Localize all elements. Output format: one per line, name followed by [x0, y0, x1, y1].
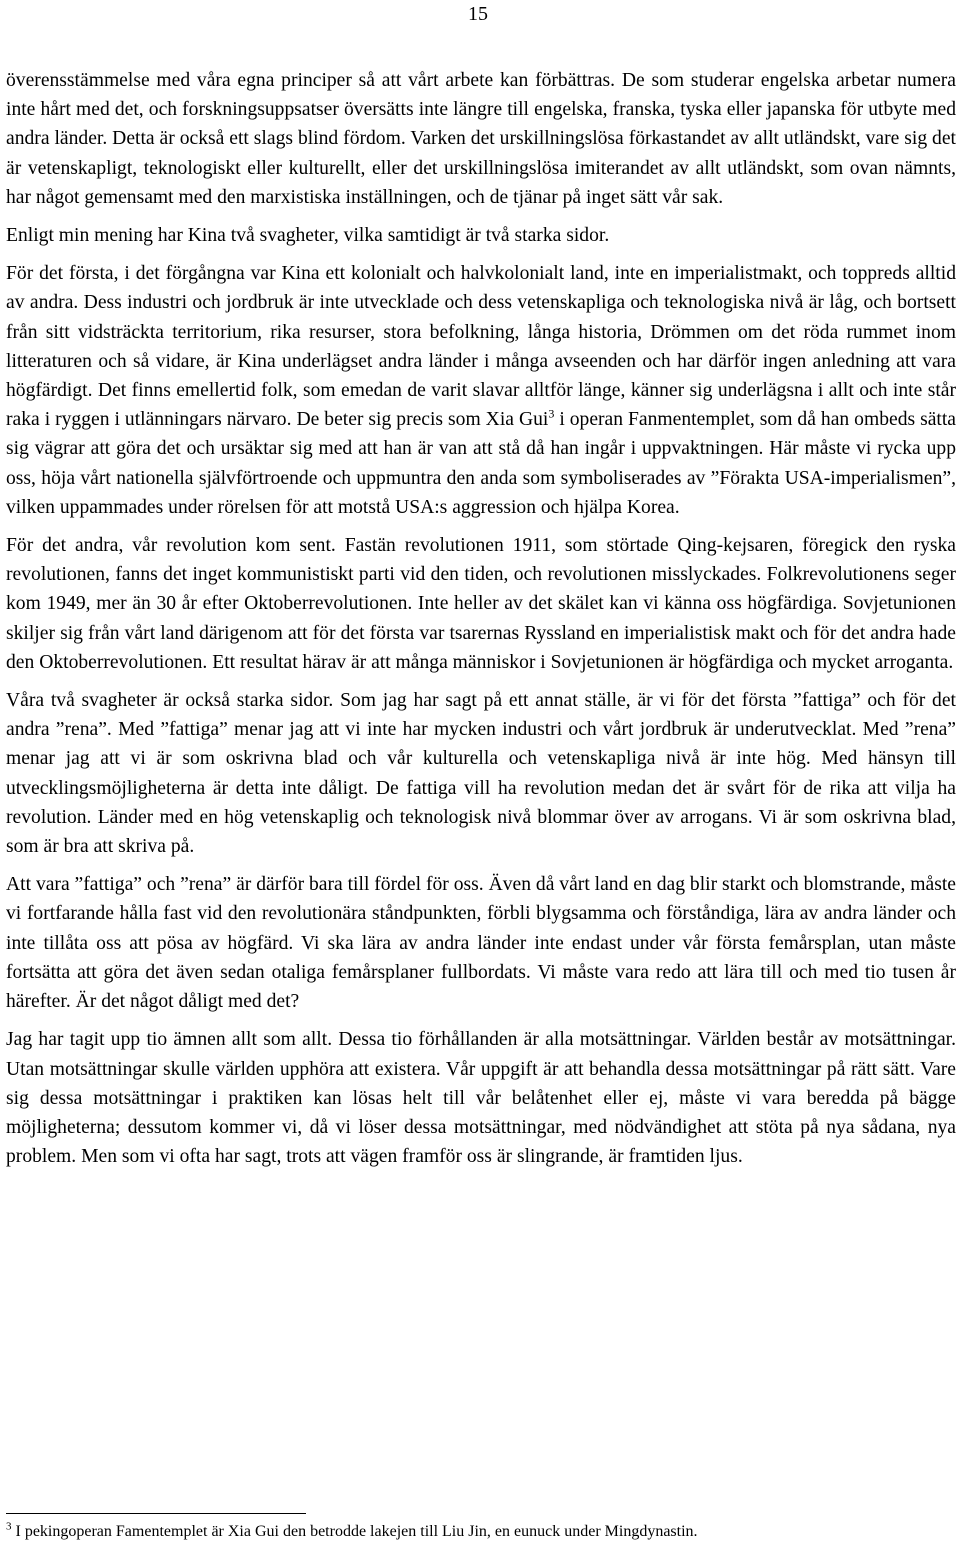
- paragraph-5: Våra två svagheter är också starka sidor. Som jag har sagt på ett annat ställe, är vi för det första ”fattiga” och för det andra ”rena”. Med ”fattiga” menar jag att vi inte har mycken industri och vårt jordbruk är underutvecklat. Med ”rena” menar jag att vi är som oskrivna blad och vår kulturella och vetenskapliga nivå är inte hög. Med hänsyn till utvecklingsmöjligheterna är detta inte dåligt. De fattiga vill ha revolution medan det är svårt för de rika att vilja ha revolution. Länder med en hög vetenskaplig och teknologisk nivå blommar över av arrogans. Vi är som oskrivna blad, som är bra att skriva på.: [6, 690, 956, 858]
- page-number: 15: [468, 3, 488, 25]
- footnote-text: I pekingoperan Famentemplet är Xia Gui den betrodde lakejen till Liu Jin, en eunuck under Mingdynastin.: [11, 1523, 698, 1540]
- paragraph-7: Jag har tagit upp tio ämnen allt som allt. Dessa tio förhållanden är alla motsättningar. Världen består av motsättningar. Utan motsättningar skulle världen upphöra att existera. Vår uppgift är att behandla dessa motsättningar på rätt sätt. Vare sig dessa motsättningar i praktiken kan lösas helt till vår belåtenhet eller ej, måste vi vara beredda på bägge möjligheterna; dessutom kommer vi, då vi löser dessa motsättningar, med nödvändighet att stöta på nya sådana, nya problem. Men som vi ofta har sagt, trots att vägen framför oss är slingrande, är framtiden ljus.: [6, 1029, 956, 1168]
- paragraph-1: överensstämmelse med våra egna principer så att vårt arbete kan förbättras. De som studerar engelska arbetar numera inte hårt med det, och forskningsuppsatser översätts inte längre till engelska, franska, tyska eller japanska för utbyte med andra länder. Detta är också ett slags blind fördom. Varken det urskillningslösa förkastandet av allt utländskt, vare sig det är vetenskapligt, teknologiskt eller kulturellt, eller det urskillningslösa imiterandet av allt utländskt, som ovan nämnts, har något gemensamt med den marxistiska inställningen, och de tjänar på inget sätt vår sak.: [6, 70, 956, 208]
- paragraph-6: Att vara ”fattiga” och ”rena” är därför bara till fördel för oss. Även då vårt land en dag blir starkt och blomstrande, måste vi fortfarande hålla fast vid den revolutionära ståndpunkten, förbli blygsamma och förståndiga, lära av andra länder och inte tillåta oss att pösa av högfärd. Vi ska lära av andra länder inte endast under vår första femårsplan, utan måste fortsätta att göra det även sedan otaliga femårsplaner fullbordats. Vi måste vara redo att lära till och med tio tusen år härefter. Är det något dåligt med det?: [6, 874, 956, 1013]
- paragraph-4: För det andra, vår revolution kom sent. Fastän revolutionen 1911, som störtade Qing-kejsaren, föregick den ryska revolutionen, fanns det inget kommunistiskt parti vid den tiden, och revolutionen misslyckades. Folkrevolutionens seger kom 1949, mer än 30 år efter Oktoberrevolutionen. Inte heller av det skälet kan vi känna oss högfärdiga. Sovjetunionen skiljer sig från vårt land därigenom att för det första var tsarernas Ryssland en imperialistisk makt och för det andra hade den Oktoberrevolutionen. Ett resultat härav är att många människor i Sovjetunionen är högfärdiga och mycket arroganta.: [6, 535, 956, 673]
- footnote-divider: [6, 1513, 306, 1514]
- paragraph-2: Enligt min mening har Kina två svagheter, vilka samtidigt är två starka sidor.: [6, 225, 610, 247]
- paragraph-3: [6, 259, 956, 522]
- paragraph-3-text-before-note: För det första, i det förgångna var Kina ett kolonialt och halvkolonialt land, inte en imperialistmakt, och toppreds alltid av andra. Dess industri och jordbruk är inte utvecklade och dess vetenskapliga och teknologiska nivå är låg, och bortsett från sitt vidsträckta territorium, rika resurser, stora befolkning, långa historia, Drömmen om det röda rummet inom litteraturen och så vidare, är Kina underlägset andra länder i många avseenden och har därför ingen anledning att vara högfärdigt. Det finns emellertid folk, som emedan de varit slavar alltför länge, känner sig underlägsna i allt och inte står raka i ryggen i utlänningars närvaro. De beter sig precis som Xia Gui: [6, 263, 956, 431]
- footnote-number: 3: [6, 1520, 12, 1533]
- paragraph-3-text-after-note: i operan Fanmentemplet, som då han ombeds sätta sig vägrar att göra det och ursäktar sig med att han är van att stå då han ingår i uppvaktningen. Här måste vi rycka upp oss, höja vårt nationella självförtroende och uppmuntra den anda som symboliserades av ”Förakta USA-imperialismen”, vilken uppammades under rörelsen för att motstå USA:s aggression och hjälpa Korea.: [6, 409, 957, 518]
- footnote: [6, 1519, 956, 1545]
- document-body: [6, 66, 956, 1180]
- footnote-reference[interactable]: 3: [548, 406, 555, 421]
